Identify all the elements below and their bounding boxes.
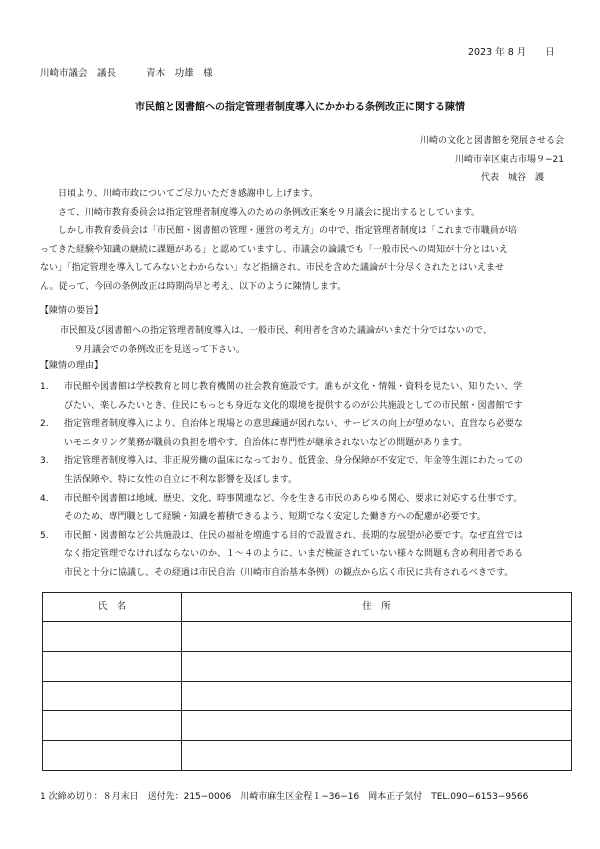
petitioner-representative: 代表 城谷 護 <box>480 173 544 183</box>
concern-line: ない」「指定管理を導入してみないとわからない」など指摘され、市民を含めた議論が十分尽くされたとはいえませ <box>40 263 505 274</box>
address-cell[interactable] <box>182 741 572 771</box>
address-cell[interactable] <box>182 681 572 711</box>
reason-number: 4. <box>40 493 49 504</box>
addressee <box>40 68 213 79</box>
reason-line: 市民館・図書館など公共施設は、住民の福祉を増進する目的で設置され、長期的な展望が必要です。なぜ直営では <box>64 530 523 541</box>
signature-table-header <box>43 593 572 622</box>
concern-line: ってきた経験や知識の継続に課題がある」と認めていますし、市議会の論議でも「一般市民への周知が十分とはいえ <box>40 244 509 255</box>
footer-contact: 1 次締め切り：８月末日 送付先：215−0006 川崎市麻生区金程１−36−16 岡本正子気付 TEL.090−6153−9566 <box>40 792 529 802</box>
name-cell[interactable] <box>43 681 182 711</box>
petitioner-address: 川崎市幸区東古市場９−21 <box>455 154 564 165</box>
date-line: 2023 年 8 月 日 <box>468 47 555 58</box>
name-column-header: 氏 名 <box>43 593 182 622</box>
signature-row <box>43 651 572 681</box>
reason-line: 市民館や図書館は学校教育と同じ教育機関の社会教育施設です。誰もが文化・情報・資料を見たい、知りたい、学 <box>64 382 523 392</box>
intro-paragraph: さて、川崎市教育委員会は指定管理者制度導入のための条例改正案を９月議会に提出するとしています。 <box>58 207 481 218</box>
name-cell[interactable] <box>43 711 182 741</box>
signature-row <box>43 741 572 771</box>
reason-item <box>40 527 580 583</box>
address-column-header: 住 所 <box>182 593 572 622</box>
concern-line: しかし市教育委員会は「市民館・図書館の管理・運営の考え方」の中で、指定管理者制度は「これまで市職員が培 <box>58 226 517 237</box>
reason-item <box>40 490 580 527</box>
address-cell[interactable] <box>182 651 572 681</box>
signature-table <box>42 592 572 771</box>
name-cell[interactable] <box>43 651 182 681</box>
signature-row <box>43 622 572 652</box>
name-cell[interactable] <box>43 622 182 652</box>
signature-row <box>43 681 572 711</box>
reason-line: 市民館や図書館は地域、歴史、文化、時事関連など、今を生きる市民のあらゆる関心、要求に対応する仕事です。 <box>64 493 523 504</box>
concern-line: ん。従って、今回の条例改正は時期尚早と考え、以下のように陳情します。 <box>40 281 347 292</box>
reason-line: 生活保障や、特に女性の自立に不利な影響を及ぼします。 <box>64 474 298 485</box>
reason-item <box>40 452 580 489</box>
reasons-list <box>40 378 580 583</box>
reason-line: そのため、専門職として経験・知識を蓄積できるよう、短期でなく安定した働き方への配慮が必要です。 <box>64 512 486 523</box>
address-cell[interactable] <box>182 711 572 741</box>
signature-row <box>43 711 572 741</box>
reason-line: いモニタリング業務が職員の負担を増やす、自治体に専門性が継承されないなどの問題があります。 <box>64 437 468 448</box>
reason-number: 5. <box>40 530 49 541</box>
reason-line: 市民と十分に協議し、その経過は市民自治（川崎市自治基本条例）の観点から広く市民に共有されるべきです。 <box>64 567 514 578</box>
reason-line: なく指定管理でなければならないのか、１〜４のように、いまだ検証されていない様々な問題も含め利用者である <box>64 549 524 560</box>
reason-number: 2. <box>40 419 49 430</box>
body-text <box>40 185 575 297</box>
greeting-paragraph: 日頃より、川崎市政についてご尽力いただき感謝申し上げます。 <box>58 189 319 199</box>
addressee-chair: 川崎市議会 議長 <box>40 68 117 79</box>
reason-item <box>40 415 580 452</box>
document-title: 市民館と図書館への指定管理者制度導入にかかわる条例改正に関する陳情 <box>135 102 465 113</box>
reasons-heading: 【陳情の理由】 <box>40 361 104 371</box>
request-heading: 【陳情の要旨】 <box>40 306 104 316</box>
request-text <box>60 322 560 359</box>
petitioner-block <box>420 132 564 188</box>
reason-number: 1. <box>40 382 49 392</box>
address-cell[interactable] <box>182 622 572 652</box>
petitioner-org: 川崎の文化と図書館を発展させる会 <box>419 136 564 146</box>
reason-line: 指定管理者制度導入は、非正規労働の温床になっており、低賃金、身分保障が不安定で、年金等生涯にわたっての <box>64 456 523 467</box>
request-line: ９月議会での条例改正を見送って下さい。 <box>74 344 246 355</box>
reason-line: びたい、楽しみたいとき、住民にもっとも身近な文化的環境を提供するのが公共施設としての市民館・図書館です <box>64 400 523 411</box>
reason-number: 3. <box>40 456 49 467</box>
name-cell[interactable] <box>43 741 182 771</box>
addressee-name: 青木 功雄 様 <box>146 68 213 79</box>
reason-line: 指定管理者制度導入により、自治体と現場との意思疎通が図れない、サービスの向上が望めない、直営なら必要な <box>64 419 524 430</box>
request-line: 市民館及び図書館への指定管理者制度導入は、一般市民、利用者を含めた議論がいまだ十分ではないので、 <box>60 326 492 336</box>
reason-item <box>40 378 580 415</box>
